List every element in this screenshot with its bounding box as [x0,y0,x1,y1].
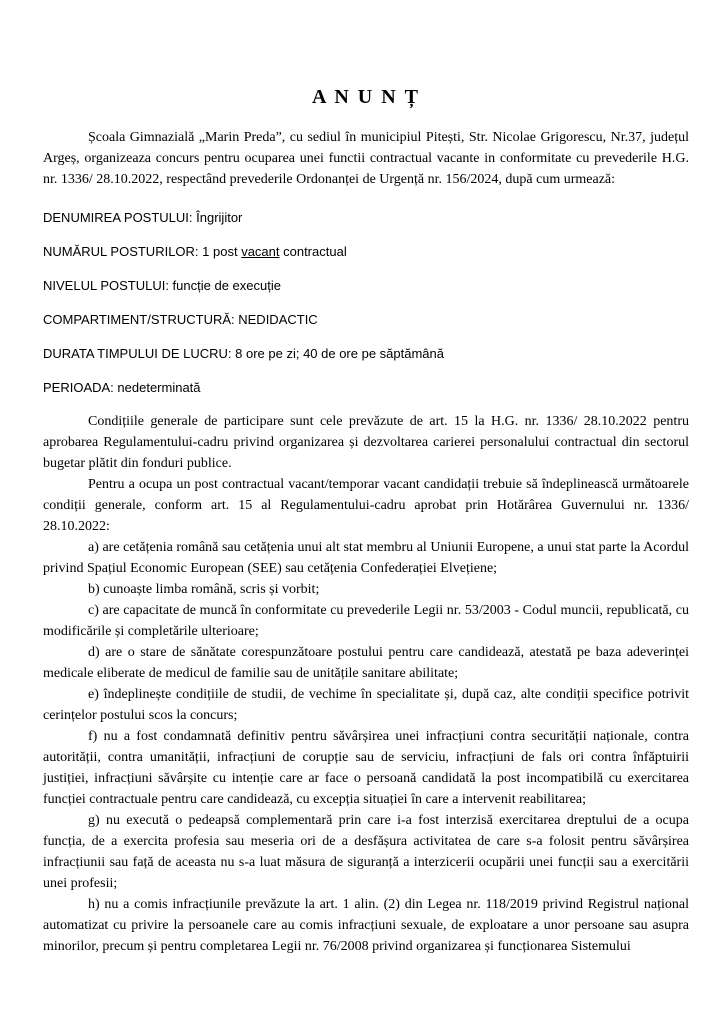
numarul-vacant-underlined: vacant [241,244,280,259]
job-detail-numarul [43,241,689,262]
condition-item-d: d) are o stare de sănătate corespunzătoare postului pentru care candidează, atestată pe baza adeverinței medicale eliberate de medicul de familie sau de unitățile sanitare abilitate; [43,645,689,681]
numarul-suffix: contractual [279,244,347,259]
job-detail-perioada: PERIOADA: nedeterminată [43,380,201,395]
condition-item-c: c) are capacitate de muncă în conformitate cu prevederile Legii nr. 53/2003 - Codul muncii, republicată, cu modificările și completările ulterioare; [43,603,689,639]
condition-item-f: f) nu a fost condamnată definitiv pentru săvârșirea unei infracțiuni contra securității naționale, contra autorității, contra umanității, infracțiuni de corupție sau de serviciu, infracțiuni de fals ori contra înfăptuirii justiției, infracțiuni săvârșite cu intenție care ar face o persoană candidată la post incompatibilă cu exercitarea funcției contractuale pentru care candidează, cu excepția situației în care a intervenit reabilitarea; [43,729,689,807]
condition-item-g: g) nu execută o pedeapsă complementară prin care i-a fost interzisă exercitarea dreptului de a ocupa funcția, de a exercita profesia sau meseria ori de a desfășura activitatea de care s-a folosit pentru săvârșirea infracțiunii sau față de aceasta nu s-a luat măsura de siguranță a interzicerii ocupării unei funcții sau a exercitării unei profesii; [43,813,689,891]
condition-item-a: a) are cetățenia română sau cetățenia unui alt stat membru al Uniunii Europene, a unui stat parte la Acordul privind Spațiul Economic European (SEE) sau cetățenia Confederației Elvețiene; [43,540,689,576]
conditions-section [43,411,689,957]
job-detail-durata: DURATA TIMPULUI DE LUCRU: 8 ore pe zi; 40 de ore pe săptămână [43,346,445,361]
conditions-intro-paragraph-1: Condițiile generale de participare sunt cele prevăzute de art. 15 la H.G. nr. 1336/ 28.10.2022 pentru aprobarea Regulamentului-cadru privind organizarea și dezvoltarea carierei personalului contractual din sectorul bugetar plătit din fonduri publice. [43,414,689,471]
job-details-section [43,207,689,398]
condition-item-b: b) cunoaște limba română, scris și vorbit; [88,582,320,597]
condition-item-e: e) îndeplinește condițiile de studii, de vechime în specialitate și, după caz, alte condiții specifice potrivit cerințelor postului scos la concurs; [43,687,689,723]
numarul-prefix: NUMĂRUL POSTURILOR: 1 post [43,244,242,259]
document-title: A N U N Ț [311,86,420,108]
job-detail-denumirea: DENUMIREA POSTULUI: Îngrijitor [43,210,243,225]
condition-item-h: h) nu a comis infracțiunile prevăzute la art. 1 alin. (2) din Legea nr. 118/2019 privind Registrul național automatizat cu privire la persoanele care au comis infracțiuni sexuale, de exploatare a unor persoane sau asupra minorilor, precum și pentru completarea Legii nr. 76/2008 privind organizarea și funcționarea Sistemului [43,897,689,954]
intro-paragraph: Școala Gimnazială „Marin Preda”, cu sediul în municipiul Pitești, Str. Nicolae Grigorescu, Nr.37, județul Argeș, organizeaza concurs pentru ocuparea unei functii contractual vacante in conformitate cu prevederile H.G. nr. 1336/ 28.10.2022, respectând prevederile Ordonanței de Urgență nr. 156/2024, după cum urmează: [43,130,689,187]
job-detail-compartiment: COMPARTIMENT/STRUCTURĂ: NEDIDACTIC [43,312,318,327]
job-detail-nivelul: NIVELUL POSTULUI: funcție de execuție [43,278,281,293]
conditions-intro-paragraph-2: Pentru a ocupa un post contractual vacant/temporar vacant candidații trebuie să îndeplinească următoarele condiții generale, conform art. 15 al Regulamentului-cadru aprobat prin Hotărârea Guvernului nr. 1336/ 28.10.2022: [43,477,689,534]
